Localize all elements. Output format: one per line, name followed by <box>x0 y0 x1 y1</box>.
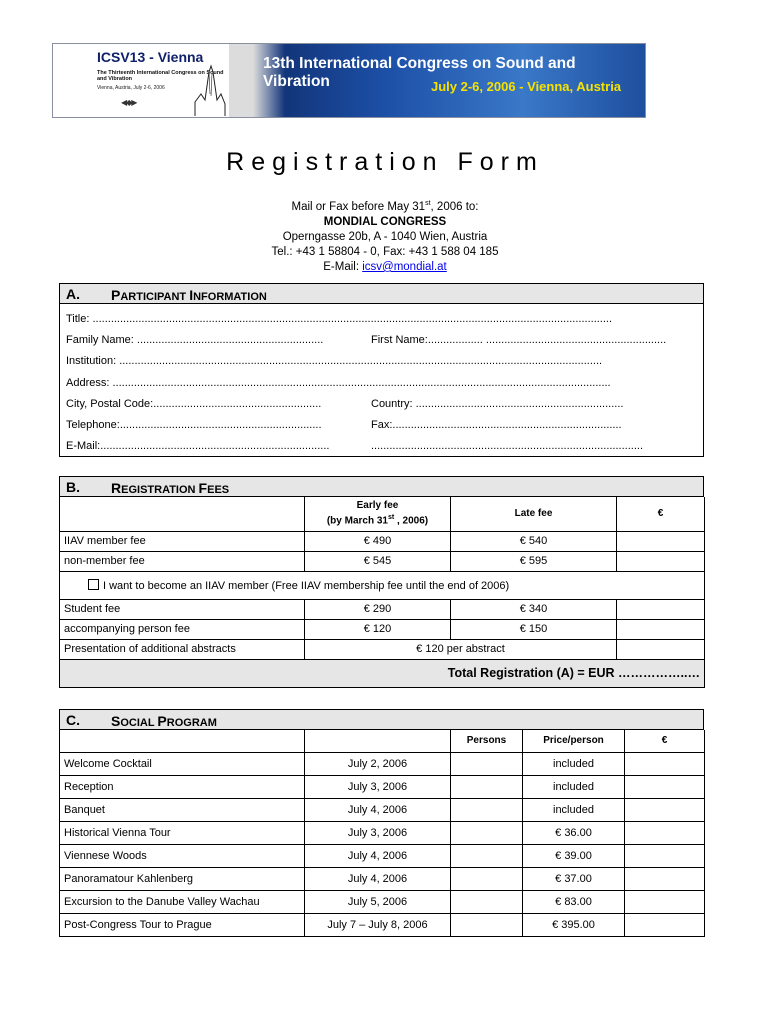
amount-cell[interactable] <box>617 599 705 619</box>
persons-cell[interactable] <box>451 844 523 867</box>
event-price: € 39.00 <box>523 844 625 867</box>
organizer-address: Operngasse 20b, A - 1040 Wien, Austria <box>282 230 488 243</box>
organizer-phone: Tel.: +43 1 58804 - 0, Fax: +43 1 588 04 185 <box>271 245 499 258</box>
euro-header: € <box>617 497 705 531</box>
social-header-blank <box>60 730 305 752</box>
membership-note: I want to become an IIAV member (Free IIAV membership fee until the end of 2006) <box>103 579 510 592</box>
price-header: Price/person <box>523 730 625 752</box>
amount-cell[interactable] <box>617 551 705 571</box>
deadline-line <box>0 196 770 215</box>
logo-date: Vienna, Austria, July 2-6, 2006 <box>97 85 165 91</box>
persons-cell[interactable] <box>451 867 523 890</box>
deadline-text: Mail or Fax before May 31 <box>291 200 426 213</box>
early-fee: € 545 <box>305 551 451 571</box>
total-row <box>60 659 705 687</box>
event-price: included <box>523 775 625 798</box>
event-name: Excursion to the Danube Valley Wachau <box>60 890 305 913</box>
event-name: Welcome Cocktail <box>60 752 305 775</box>
amount-cell[interactable] <box>625 913 705 936</box>
event-name: Viennese Woods <box>60 844 305 867</box>
section-c-title: SOCIAL PROGRAM <box>111 713 217 729</box>
event-price: included <box>523 798 625 821</box>
event-price: included <box>523 752 625 775</box>
persons-cell[interactable] <box>451 775 523 798</box>
section-b-header <box>59 476 704 497</box>
institution-field[interactable]: Institution: .............................................................................................................................................................. <box>66 355 603 367</box>
registration-fees-table <box>59 497 705 688</box>
family-name-field[interactable]: Family Name: ............................................................. <box>66 334 324 346</box>
email-field-continued[interactable]: ......................................................................................... <box>371 440 643 452</box>
address-field[interactable]: Address: ................................................................................................................................................................... <box>66 377 611 389</box>
organizer-name: MONDIAL CONGRESS <box>323 215 447 228</box>
sound-wave-icon: ◀◆▶ <box>121 98 137 107</box>
persons-cell[interactable] <box>451 798 523 821</box>
section-b-title: REGISTRATION FEES <box>111 480 230 496</box>
deadline-text-end: , 2006 to: <box>430 200 479 213</box>
banner-subtitle: July 2-6, 2006 - Vienna, Austria <box>431 79 622 94</box>
logo-title: ICSV13 - Vienna <box>97 49 204 65</box>
event-date: July 4, 2006 <box>305 798 451 821</box>
amount-cell[interactable] <box>625 798 705 821</box>
participant-info <box>59 304 704 457</box>
membership-checkbox[interactable] <box>88 579 99 590</box>
event-price: € 395.00 <box>523 913 625 936</box>
event-name: Historical Vienna Tour <box>60 821 305 844</box>
persons-cell[interactable] <box>451 752 523 775</box>
event-name: Panoramatour Kahlenberg <box>60 867 305 890</box>
event-date: July 3, 2006 <box>305 821 451 844</box>
late-fee: € 340 <box>451 599 617 619</box>
table-row <box>60 619 705 639</box>
section-a-letter: A. <box>66 286 80 302</box>
table-row <box>60 821 705 844</box>
form-title: Registration Form <box>226 148 544 176</box>
section-b-letter: B. <box>66 479 80 495</box>
early-fee: € 120 <box>305 619 451 639</box>
membership-row <box>60 571 705 599</box>
table-row <box>60 551 705 571</box>
amount-cell[interactable] <box>617 619 705 639</box>
membership-option[interactable] <box>60 571 705 599</box>
fee-label: accompanying person fee <box>60 619 305 639</box>
table-row <box>60 867 705 890</box>
email-link[interactable]: icsv@mondial.at <box>362 260 447 273</box>
amount-cell[interactable] <box>625 890 705 913</box>
event-name: Post-Congress Tour to Prague <box>60 913 305 936</box>
country-field[interactable]: Country: .................................................................... <box>371 398 624 410</box>
persons-header: Persons <box>451 730 523 752</box>
event-name: Banquet <box>60 798 305 821</box>
event-date: July 2, 2006 <box>305 752 451 775</box>
first-name-field[interactable]: First Name:.................. ........................................................... <box>371 334 667 346</box>
section-a-header <box>59 283 704 304</box>
title-field[interactable]: Title: .......................................................................................................................................................................... <box>66 313 613 325</box>
early-fee: € 290 <box>305 599 451 619</box>
event-date: July 4, 2006 <box>305 867 451 890</box>
section-a-title: PARTICIPANT INFORMATION <box>111 287 267 303</box>
late-fee: € 595 <box>451 551 617 571</box>
persons-cell[interactable] <box>451 890 523 913</box>
table-row <box>60 913 705 936</box>
logo-subtitle: The Thirteenth International Congress on Sound and Vibration <box>97 70 224 82</box>
fees-header-row <box>60 497 705 531</box>
late-fee-header: Late fee <box>451 497 617 531</box>
total-registration[interactable]: Total Registration (A) = EUR ……………..… <box>60 659 705 687</box>
event-date: July 5, 2006 <box>305 890 451 913</box>
city-postal-field[interactable]: City, Postal Code:....................................................... <box>66 398 322 410</box>
section-c-header <box>59 709 704 730</box>
table-row <box>60 798 705 821</box>
fee-label: Student fee <box>60 599 305 619</box>
event-price: € 37.00 <box>523 867 625 890</box>
event-name: Reception <box>60 775 305 798</box>
conference-banner <box>52 43 646 118</box>
social-header-blank <box>305 730 451 752</box>
fee-label: non-member fee <box>60 551 305 571</box>
amount-cell[interactable] <box>617 639 705 659</box>
amount-cell[interactable] <box>625 775 705 798</box>
banner-title: 13th International Congress on Sound and Vibration <box>263 55 576 90</box>
early-fee-header: Early fee (by March 31st , 2006) <box>305 497 451 531</box>
persons-cell[interactable] <box>451 821 523 844</box>
table-row <box>60 599 705 619</box>
event-date: July 4, 2006 <box>305 844 451 867</box>
cathedral-icon <box>193 64 227 116</box>
amount-cell[interactable] <box>617 531 705 551</box>
event-date: July 3, 2006 <box>305 775 451 798</box>
logo-panel <box>53 44 229 117</box>
telephone-field[interactable]: Telephone:.................................................................. <box>66 419 322 431</box>
table-row <box>60 531 705 551</box>
amount-cell[interactable] <box>625 867 705 890</box>
fee-label: IIAV member fee <box>60 531 305 551</box>
abstract-fee: € 120 per abstract <box>305 639 617 659</box>
email-field[interactable]: E-Mail:........................................................................... <box>66 440 330 452</box>
email-label: E-Mail: <box>323 260 363 273</box>
contact-block <box>0 196 770 275</box>
euro-header: € <box>625 730 705 752</box>
section-c-letter: C. <box>66 712 80 728</box>
social-header-row <box>60 730 705 752</box>
table-row <box>60 639 705 659</box>
table-row <box>60 890 705 913</box>
table-row <box>60 844 705 867</box>
fee-label: Presentation of additional abstracts <box>60 639 305 659</box>
table-row <box>60 775 705 798</box>
amount-cell[interactable] <box>625 821 705 844</box>
late-fee: € 540 <box>451 531 617 551</box>
persons-cell[interactable] <box>451 913 523 936</box>
organizer-email-line <box>0 260 770 275</box>
fees-header-blank <box>60 497 305 531</box>
event-price: € 83.00 <box>523 890 625 913</box>
amount-cell[interactable] <box>625 844 705 867</box>
event-date: July 7 – July 8, 2006 <box>305 913 451 936</box>
amount-cell[interactable] <box>625 752 705 775</box>
event-price: € 36.00 <box>523 821 625 844</box>
table-row <box>60 752 705 775</box>
late-fee: € 150 <box>451 619 617 639</box>
fax-field[interactable]: Fax:........................................................................... <box>371 419 622 431</box>
early-fee: € 490 <box>305 531 451 551</box>
social-program-table <box>59 730 705 937</box>
deadline-sup: st <box>425 200 431 207</box>
